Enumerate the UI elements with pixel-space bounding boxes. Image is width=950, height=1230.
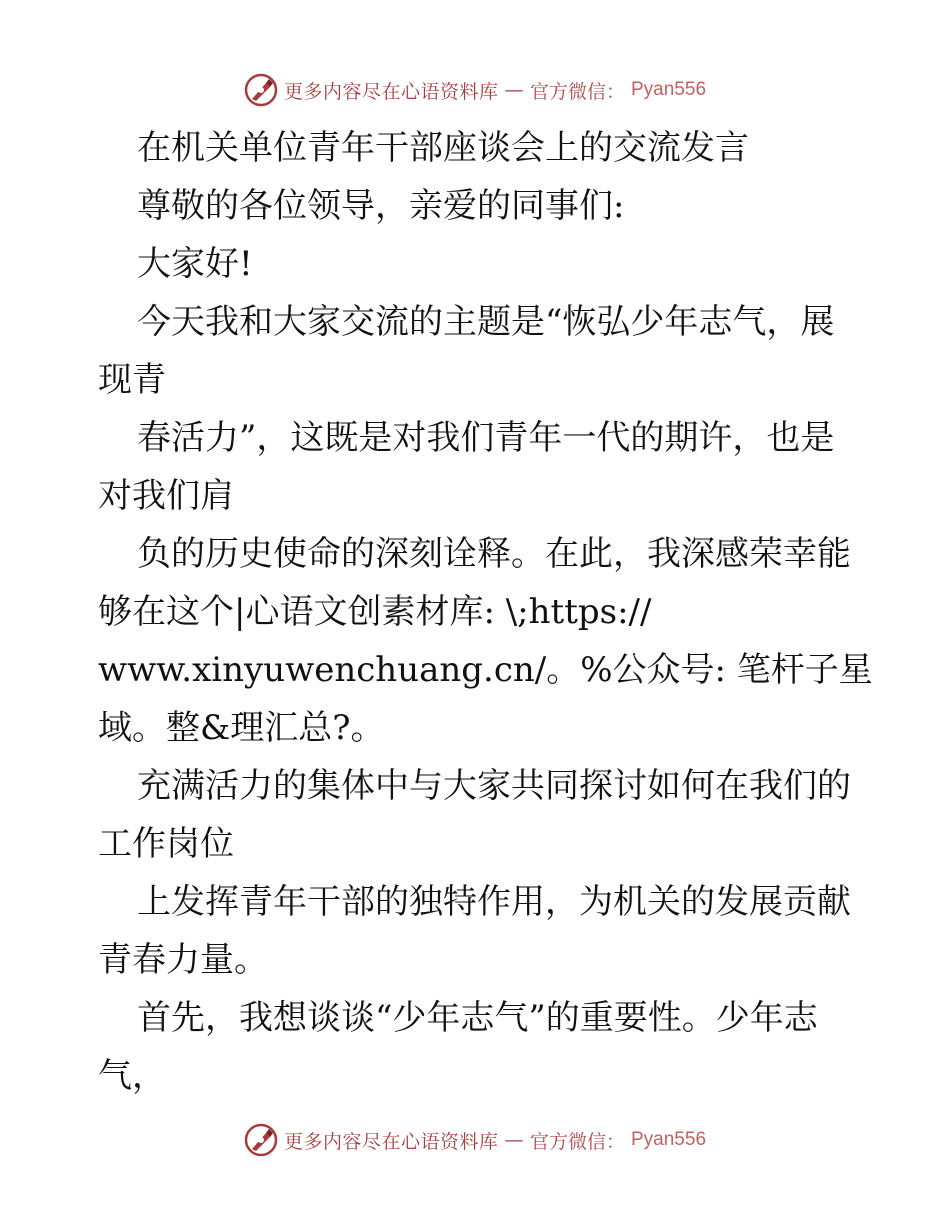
document-line: 现青: [98, 360, 166, 400]
document-line: 今天我和大家交流的主题是“恢弘少年志气，展: [137, 302, 835, 342]
footer-banner: [0, 1120, 950, 1160]
document-line: 负的历史使命的深刻诠释。在此，我深感荣幸能: [137, 534, 851, 574]
document-line: 青春力量。: [98, 940, 268, 980]
document-line: 域。整&理汇总?。: [98, 708, 385, 748]
document-line: www.xinyuwenchuang.cn/。%公众号: 笔杆子星: [98, 650, 873, 690]
footer-banner-separator: —: [504, 1129, 524, 1151]
document-line: 够在这个|心语文创素材库: \;https://: [98, 592, 652, 632]
footer-banner-inner: [244, 1123, 706, 1157]
document-line: 春活力”，这既是对我们青年一代的期许，也是: [137, 418, 835, 458]
document-line: 尊敬的各位领导，亲爱的同事们:: [137, 186, 625, 226]
header-banner-separator: —: [504, 79, 524, 101]
document-line: 气，: [98, 1056, 166, 1096]
document-line: 大家好!: [137, 244, 253, 284]
pen-logo-icon: [244, 1123, 278, 1157]
header-wechat-id: Pyan556: [631, 79, 707, 100]
header-banner-text: 更多内容尽在心语资料库: [283, 80, 499, 103]
header-banner-inner: [244, 73, 706, 107]
footer-wechat-id: Pyan556: [631, 1129, 707, 1150]
document-line: 首先，我想谈谈“少年志气”的重要性。少年志: [137, 998, 818, 1038]
document-line: 充满活力的集体中与大家共同探讨如何在我们的: [137, 766, 851, 806]
document-title: 在机关单位青年干部座谈会上的交流发言: [137, 128, 749, 168]
footer-wechat-label: 官方微信：: [529, 1130, 625, 1153]
document-line: 工作岗位: [98, 824, 234, 864]
header-wechat-label: 官方微信：: [529, 80, 625, 103]
header-banner: [0, 70, 950, 110]
footer-banner-text: 更多内容尽在心语资料库: [283, 1130, 499, 1153]
document-line: 上发挥青年干部的独特作用，为机关的发展贡献: [137, 882, 851, 922]
pen-logo-icon: [244, 73, 278, 107]
document-line: 对我们肩: [98, 476, 234, 516]
